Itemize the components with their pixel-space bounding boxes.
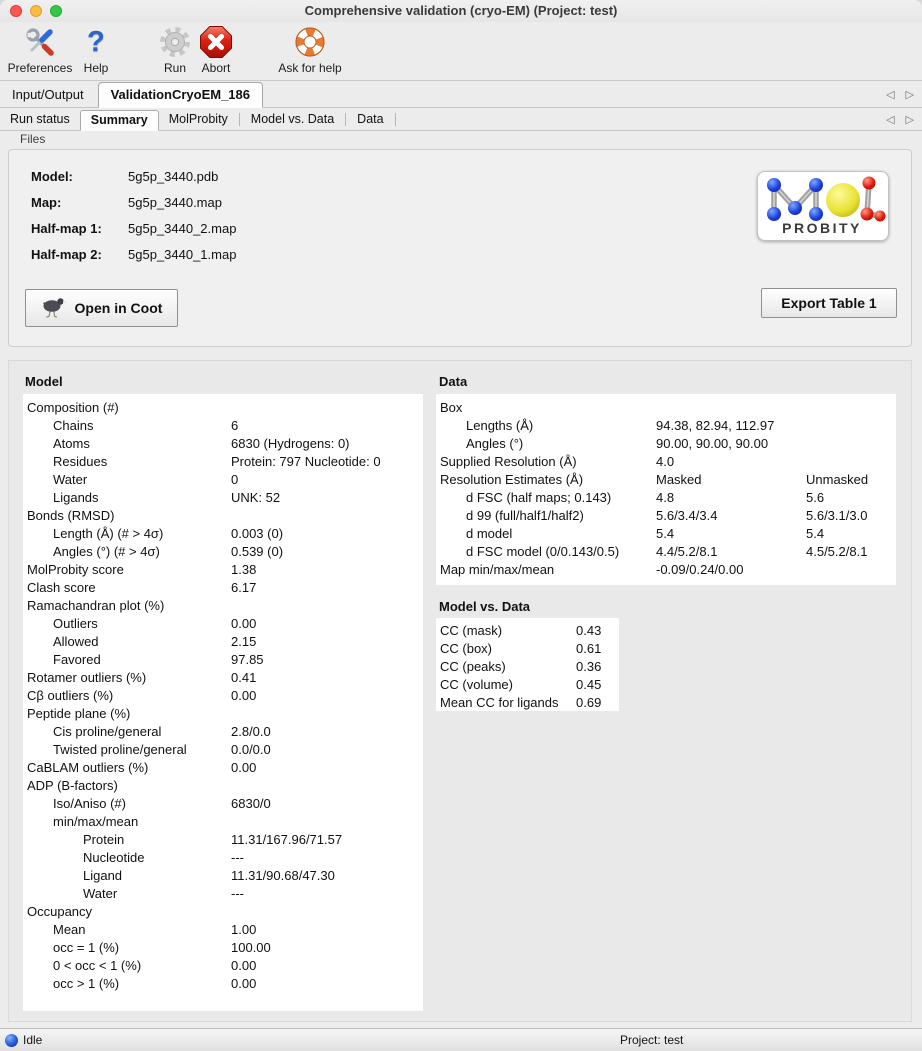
- table-row: [436, 658, 619, 676]
- table-row: [436, 489, 896, 507]
- row-label: Lengths (Å): [466, 418, 534, 433]
- tab-validationcryoem-186[interactable]: ValidationCryoEM_186: [98, 82, 263, 108]
- row-value: 0.003 (0): [231, 526, 284, 541]
- row-value-2: 5.6/3.1/3.0: [806, 508, 868, 523]
- file-value: 5g5p_3440.map: [128, 195, 222, 210]
- table-row: [23, 867, 423, 885]
- tab-data[interactable]: Data: [357, 111, 384, 126]
- table-row: [23, 849, 423, 867]
- table-row: [436, 453, 896, 471]
- row-value: 0.45: [576, 677, 602, 692]
- row-value: 0.00: [231, 976, 257, 991]
- table-row: [436, 694, 619, 712]
- model-section-title: Model: [25, 374, 63, 389]
- toolbar-item-label: Preferences: [7, 61, 73, 75]
- gear-icon: [158, 24, 192, 60]
- row-label: Bonds (RMSD): [27, 508, 115, 523]
- row-value: UNK: 52: [231, 490, 281, 505]
- table-row: [23, 777, 423, 795]
- files-group-label: Files: [20, 132, 46, 146]
- row-value: 0.36: [576, 659, 602, 674]
- row-value: 97.85: [231, 652, 264, 667]
- project-label: Project: test: [620, 1033, 684, 1047]
- open-in-coot-button[interactable]: [25, 289, 178, 327]
- row-value-2: 5.4: [806, 526, 825, 541]
- table-row: [436, 507, 896, 525]
- table-row: [23, 435, 423, 453]
- row-value: 0.00: [231, 760, 257, 775]
- file-label: Half-map 2:: [31, 247, 102, 262]
- tab-summary[interactable]: Summary: [80, 110, 159, 131]
- table-row: [23, 831, 423, 849]
- row-value: 1.00: [231, 922, 257, 937]
- table-row: [23, 615, 423, 633]
- table-row: [436, 543, 896, 561]
- row-label: Mean: [53, 922, 86, 937]
- help-button[interactable]: [74, 24, 118, 75]
- row-value: ---: [231, 886, 244, 901]
- toolbar-item-label: Run: [163, 61, 186, 75]
- row-label: Mean CC for ligands: [440, 695, 559, 710]
- table-row: [23, 957, 423, 975]
- table-row: [23, 705, 423, 723]
- tab-scroll-left-icon[interactable]: ◁: [886, 88, 895, 101]
- status-sphere-icon: [5, 1034, 18, 1047]
- row-value: ---: [231, 850, 244, 865]
- table-row: [23, 921, 423, 939]
- row-label: d FSC (half maps; 0.143): [466, 490, 612, 505]
- table-row: [23, 687, 423, 705]
- table-row: [23, 759, 423, 777]
- row-value: 100.00: [231, 940, 271, 955]
- tab-divider: [345, 113, 346, 126]
- tab-divider: [239, 113, 240, 126]
- svg-text:PROBITY: PROBITY: [782, 220, 862, 236]
- row-value: 1.38: [231, 562, 257, 577]
- row-value: 4.8: [656, 490, 675, 505]
- row-value: 6830/0: [231, 796, 271, 811]
- tab-model-vs-data[interactable]: Model vs. Data: [250, 111, 335, 126]
- summary-content: [8, 360, 912, 1022]
- row-value: 0.00: [231, 616, 257, 631]
- row-value: 0: [231, 472, 239, 487]
- row-label: CaBLAM outliers (%): [27, 760, 149, 775]
- table-row: [436, 640, 619, 658]
- tab-scroll-arrows: [886, 88, 914, 101]
- toolbar-item-label: Ask for help: [278, 61, 342, 75]
- toolbar-item-label: Help: [83, 61, 109, 75]
- table-row: [436, 435, 896, 453]
- row-label: Map min/max/mean: [440, 562, 555, 577]
- file-label: Half-map 1:: [31, 221, 102, 236]
- row-label: Peptide plane (%): [27, 706, 131, 721]
- row-label: Favored: [53, 652, 101, 667]
- file-value: 5g5p_3440_1.map: [128, 247, 237, 262]
- tab-input-output[interactable]: Input/Output: [12, 87, 84, 102]
- table-row: [436, 471, 896, 489]
- row-label: Twisted proline/general: [53, 742, 187, 757]
- row-label: CC (peaks): [440, 659, 506, 674]
- row-label: Atoms: [53, 436, 90, 451]
- row-value: 94.38, 82.94, 112.97: [656, 418, 775, 433]
- file-label: Map:: [31, 195, 62, 210]
- row-label: 0 < occ < 1 (%): [53, 958, 142, 973]
- row-label: Occupancy: [27, 904, 93, 919]
- sub-tab-bar: [0, 108, 922, 131]
- model-vs-data-section-title: Model vs. Data: [439, 599, 531, 614]
- row-value: 0.61: [576, 641, 602, 656]
- table-row: [23, 651, 423, 669]
- open-in-coot-label: Open in Coot: [74, 300, 163, 316]
- table-row: [436, 417, 896, 435]
- row-value: 5.6/3.4/3.4: [656, 508, 718, 523]
- row-value: 6.17: [231, 580, 257, 595]
- table-row: [436, 399, 896, 417]
- files-group-box: [8, 149, 912, 347]
- tab-scroll-right-icon[interactable]: ▷: [905, 113, 914, 126]
- row-label: Nucleotide: [83, 850, 145, 865]
- row-value: 4.4/5.2/8.1: [656, 544, 718, 559]
- table-row: [23, 597, 423, 615]
- row-label: Chains: [53, 418, 94, 433]
- row-label: Allowed: [53, 634, 99, 649]
- table-row: [23, 795, 423, 813]
- table-row: [23, 975, 423, 993]
- table-row: [23, 903, 423, 921]
- row-label: Residues: [53, 454, 108, 469]
- row-value: Protein: 797 Nucleotide: 0: [231, 454, 381, 469]
- row-value: 4.0: [656, 454, 675, 469]
- table-row: [23, 525, 423, 543]
- main-tab-bar: [0, 81, 922, 108]
- row-value: 0.69: [576, 695, 602, 710]
- toolbar-item-label: Abort: [201, 61, 231, 75]
- file-value: 5g5p_3440_2.map: [128, 221, 237, 236]
- table-row: [23, 813, 423, 831]
- row-value: 0.00: [231, 958, 257, 973]
- export-table-1-button[interactable]: [761, 288, 897, 318]
- export-table-1-label: Export Table 1: [781, 295, 877, 311]
- table-row: [436, 525, 896, 543]
- table-row: [436, 561, 896, 579]
- row-value: 5.4: [656, 526, 675, 541]
- row-value: 0.43: [576, 623, 602, 638]
- row-label: Angles (°): [466, 436, 524, 451]
- row-value: 11.31/90.68/47.30: [231, 868, 335, 883]
- window-title: Comprehensive validation (cryo-EM) (Project: test): [304, 3, 618, 18]
- tab-scroll-right-icon[interactable]: ▷: [905, 88, 914, 101]
- table-row: [23, 507, 423, 525]
- question-icon: ?: [87, 25, 105, 58]
- lifebuoy-icon: [293, 24, 327, 60]
- row-label: Angles (°) (# > 4σ): [53, 544, 160, 559]
- row-label: Outliers: [53, 616, 98, 631]
- abort-button[interactable]: [192, 24, 240, 75]
- row-label: min/max/mean: [53, 814, 139, 829]
- row-value: 0.41: [231, 670, 257, 685]
- model-vs-data-table: [436, 618, 619, 711]
- table-row: [23, 561, 423, 579]
- row-label: Length (Å) (# > 4σ): [53, 526, 164, 541]
- table-row: [23, 741, 423, 759]
- table-row: [23, 417, 423, 435]
- row-label: Box: [440, 400, 463, 415]
- row-value: 0.00: [231, 688, 257, 703]
- row-value-2: 4.5/5.2/8.1: [806, 544, 868, 559]
- row-label: Composition (#): [27, 400, 119, 415]
- preferences-button[interactable]: [1, 24, 79, 75]
- row-value-2: 5.6: [806, 490, 825, 505]
- row-label: Clash score: [27, 580, 96, 595]
- row-label: occ > 1 (%): [53, 976, 120, 991]
- row-label: Ligands: [53, 490, 99, 505]
- row-label: Supplied Resolution (Å): [440, 454, 577, 469]
- row-label: d model: [466, 526, 513, 541]
- file-row: [9, 247, 911, 263]
- data-section-title: Data: [439, 374, 468, 389]
- data-table: [436, 394, 896, 585]
- row-value: 2.8/0.0: [231, 724, 271, 739]
- row-label: ADP (B-factors): [27, 778, 118, 793]
- tab-divider: [395, 113, 396, 126]
- row-label: Ligand: [83, 868, 123, 883]
- row-label: Water: [83, 886, 118, 901]
- table-row: [436, 622, 619, 640]
- status-text: Idle: [23, 1033, 43, 1047]
- row-label: Ramachandran plot (%): [27, 598, 165, 613]
- row-label: Iso/Aniso (#): [53, 796, 126, 811]
- ask-for-help-button[interactable]: [268, 24, 352, 75]
- row-label: CC (box): [440, 641, 493, 656]
- tools-icon: [24, 24, 56, 60]
- table-row: [23, 579, 423, 597]
- table-row: [23, 399, 423, 417]
- table-row: [23, 669, 423, 687]
- model-table: [23, 394, 423, 1011]
- toolbar: [0, 22, 922, 81]
- row-label: CC (volume): [440, 677, 513, 692]
- tab-molprobity[interactable]: MolProbity: [168, 111, 228, 126]
- coot-bird-icon: [41, 296, 67, 321]
- stop-x-icon: [199, 24, 233, 60]
- row-label: Resolution Estimates (Å): [440, 472, 584, 487]
- row-label: Cβ outliers (%): [27, 688, 114, 703]
- table-row: [436, 676, 619, 694]
- row-value: 2.15: [231, 634, 257, 649]
- table-row: [23, 543, 423, 561]
- file-value: 5g5p_3440.pdb: [128, 169, 219, 184]
- row-value: -0.09/0.24/0.00: [656, 562, 744, 577]
- molprobity-logo: [757, 171, 889, 241]
- table-row: [23, 453, 423, 471]
- title-bar: [0, 0, 922, 22]
- table-row: [23, 633, 423, 651]
- row-label: Protein: [83, 832, 125, 847]
- row-value: 90.00, 90.00, 90.00: [656, 436, 769, 451]
- table-row: [23, 489, 423, 507]
- row-label: d FSC model (0/0.143/0.5): [466, 544, 620, 559]
- row-label: Water: [53, 472, 88, 487]
- row-value: 6830 (Hydrogens: 0): [231, 436, 350, 451]
- file-label: Model:: [31, 169, 73, 184]
- row-label: MolProbity score: [27, 562, 124, 577]
- row-value: Masked: [656, 472, 702, 487]
- row-label: d 99 (full/half1/half2): [466, 508, 584, 523]
- row-label: occ = 1 (%): [53, 940, 120, 955]
- tab-scroll-arrows: [886, 113, 914, 126]
- table-row: [23, 723, 423, 741]
- row-value: 0.0/0.0: [231, 742, 271, 757]
- tab-scroll-left-icon[interactable]: ◁: [886, 113, 895, 126]
- row-label: Rotamer outliers (%): [27, 670, 147, 685]
- table-row: [23, 471, 423, 489]
- row-value-2: Unmasked: [806, 472, 869, 487]
- tab-run-status[interactable]: Run status: [10, 111, 70, 126]
- row-label: Cis proline/general: [53, 724, 162, 739]
- table-row: [23, 885, 423, 903]
- table-row: [23, 939, 423, 957]
- row-value: 11.31/167.96/71.57: [231, 832, 343, 847]
- row-value: 0.539 (0): [231, 544, 284, 559]
- row-label: CC (mask): [440, 623, 503, 638]
- row-value: 6: [231, 418, 239, 433]
- status-bar: [0, 1028, 922, 1051]
